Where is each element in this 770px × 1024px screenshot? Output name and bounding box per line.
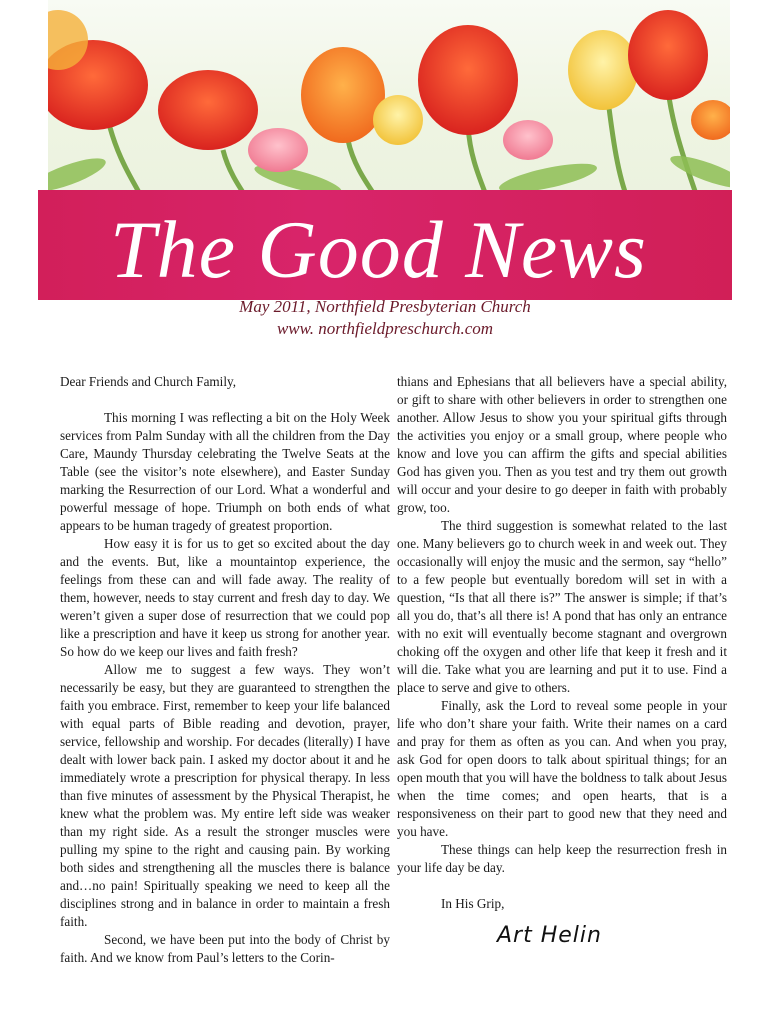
paragraph: thians and Ephesians that all believers have a special ability, or gift to share with other believers in order to strengthen one another. Allow Jesus to show you your spiritual gifts through the activities you enjoy or a small group, where people who know and love you can affirm the gifts and special abilities God has given you. Then as you test and try them out growth will occur and your desire to go deeper in faith with probably grow, too. — [397, 374, 727, 515]
signature: Art Helin — [497, 923, 602, 948]
paragraph: Finally, ask the Lord to reveal some people in your life who don’t share your faith. Write their names on a card and pray for them as often as you can. And when you pray, ask God for open doors to talk about spiritual things; for an open mouth that you will have the boldness to talk about Jesus when the time comes; and open hearts, that is a responsiveness on their part to good new that they need and you have. — [397, 698, 728, 839]
salutation: Dear Friends and Church Family, — [60, 374, 237, 389]
closing: In His Grip, — [441, 896, 505, 911]
right-column — [397, 373, 728, 948]
paragraph: Second, we have been put into the body of Christ by faith. And we know from Paul’s letters to the Corin- — [60, 932, 390, 965]
paragraph: These things can help keep the resurrection fresh in your life day be day. — [397, 842, 727, 875]
paragraph: This morning I was reflecting a bit on the Holy Week services from Palm Sunday with all the children from the Day Care, Maundy Thursday celebrating the Twelve Seats at the Table (see the visitor’s note elsewhere), and Easter Sunday marking the Resurrection of our Lord. What a wonderful and powerful message of hope. Triumph on both ends of what appears to be human tragedy of greatest proportion. — [60, 410, 390, 533]
issue-subtitle: May 2011, Northfield Presbyterian Church — [239, 297, 531, 316]
church-website[interactable]: www. northfieldpreschurch.com — [276, 319, 494, 338]
left-column — [60, 373, 390, 967]
newsletter-title: The Good News — [110, 204, 647, 295]
paragraph: The third suggestion is somewhat related to the last one. Many believers go to church week in and week out. They occasionally will enjoy the music and the sermon, say “hello” to a few people but eventually boredom will set in with a question, “Is that all there is?” The answer is simple; if that’s all you do, that’s all there is! A pond that has only an entrance with no exit will eventually become stagnant and overgrown choking off the oxygen and other life that keep it fresh and it will die. Take what you are learning and put it to use. Find a place to serve and give to others. — [397, 518, 727, 695]
masthead — [0, 0, 770, 300]
paragraph: How easy it is for us to get so excited about the day and the events. But, like a mountaintop experience, the feelings from these can and will fade away. The reality of them, however, needs to stay current and fresh day to day. We weren’t given a super dose of resurrection that we could pop like a prescription and have it keep us strong for another year. So how do we keep our lives and faith fresh? — [60, 536, 390, 659]
paragraph: Allow me to suggest a few ways. They won’t necessarily be easy, but they are guaranteed to strengthen the faith you embrace. First, remember to keep your life balanced with equal parts of Bible reading and devotion, prayer, service, fellowship and worship. For decades (literally) I have dealt with lower back pain. I asked my doctor about it and he immediately wrote a prescription for physical therapy. In less than five minutes of assessment by the Physical Therapist, he knew what the problem was. My entire left side was weaker than my right side. As a result the stronger muscles were pulling my spine to the right and causing pain. By working both sides and strengthening all the muscles there is balance and…no pain! Spiritually speaking we need to keep all the disciplines strong and in balance in order to maintain a fresh faith. — [60, 662, 390, 929]
